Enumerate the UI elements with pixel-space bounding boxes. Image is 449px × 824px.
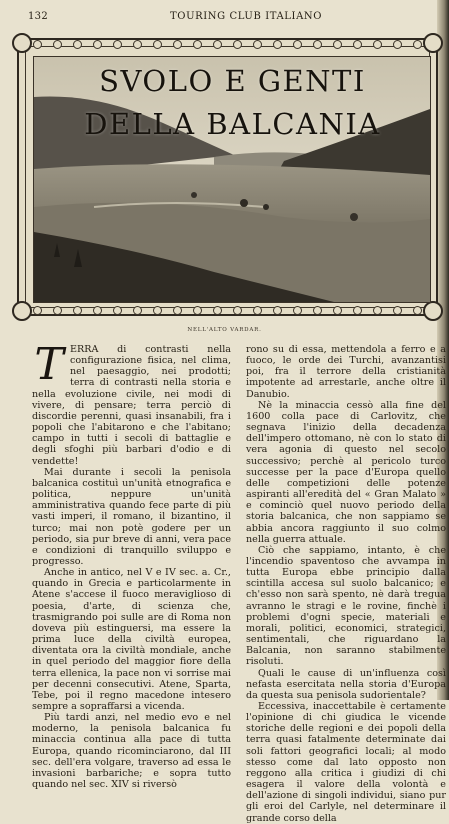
frame-ornaments-bottom (33, 305, 422, 315)
frame-corner-ornament (12, 33, 32, 53)
paragraph: Quali le cause di un'influenza così nefasta esercitata nella storia d'Europa da questa sua penisola sudorientale? (246, 667, 446, 701)
running-head: TOURING CLUB ITALIANO (170, 11, 323, 22)
paragraph: Più tardi anzi, nel medio evo e nel moderno, la penisola balcanica fu minaccia continua alla pace di tutta Europa, quando ricominciarono, dal III sec. dell'era volgare, traverso ad essa le invasioni barbariche; e sopra tutto quando nel sec. XIV si riversò (32, 712, 231, 791)
frame-corner-ornament (12, 301, 32, 321)
page-number: 132 (28, 11, 48, 22)
photo-caption: NELL'ALTO VARDAR. (187, 327, 262, 333)
paragraph: Anche in antico, nel V e IV sec. a. Cr., quando in Grecia e particolarmente in Atene s'accese il fuoco meraviglioso di poesia, d'arte, di scienza che, trasmigrando poi sulle are di Roma non doveva più estinguersi, ma essere la prima luce della civiltà europea, diventata ora la civiltà mondiale, anche in quel periodo del maggior fiore della terra ellenica, la pace non vi sorrise mai per decenni consecutivi. Atene, Sparta, Tebe, poi il regno macedone intesero sempre a sopraffarsi a vicenda. (32, 567, 231, 712)
paragraph: Ciò che sappiamo, intanto, è che l'incendio spaventoso che avvampa in tutta Europa ebbe principio dalla scintilla accesa sul suolo balcanico; e ch'esso non sarà spento, nè darà tregua avranno le stragi e le rovine, finchè i problemi d'ogni specie, materiali e morali, politici, economici, strategici, sentimentali, che riguardano la Balcania, non saranno stabilmente risoluti. (246, 544, 446, 668)
frame-ornaments-top (33, 39, 422, 49)
paragraph: ERRA di contrasti nella configurazione fisica, nel clima, nel paesaggio, nei prodotti; terra di contrasti nella storia e nella evoluzione civile, nei modi di vivere, di pensare; terra perciò di discordie perenni, quasi insanabili, fra i popoli che l'abitarono e che l'abitano; campo in tutti i secoli di battaglie e degli sfoghi più barbari d'odio e di vendette! (32, 344, 231, 467)
paragraph: Eccessiva, inaccettabile è certamente l'opinione di chi giudica le vicende storiche delle regioni e dei popoli della terra quasi fatalmente determinate dai soli fattori geografici locali; al modo stesso come dal lato opposto non reggono alla critica i giudizi di chi esagera il valore della volontà e dell'azione di singoli individui, siano pur gli eroi del Carlyle, nel determinare il grande corso della (246, 701, 446, 824)
text-column-right (246, 344, 446, 824)
article-title: SVOLO E GENTI DELLA BALCANIA (84, 64, 381, 141)
frame-corner-ornament (423, 33, 443, 53)
paragraph: Mai durante i secoli la penisola balcanica costituì un'unità etnografica e politica, neppure un'unità amministrativa quando fece parte di più vasti imperi, il romano, il bizantino, il turco; mai non potè godere per un periodo, sia pur breve di anni, vera pace e condizioni di tranquillo sviluppo e progresso. (32, 466, 231, 567)
paragraph: Nè la minaccia cessò alla fine del 1600 colla pace di Carlovitz, che segnava l'inizio della decadenza dell'impero ottomano, nè con lo stato di vera agonia di questo nel secolo successivo; perchè al pericolo turco successe per la pace d'Europa quello delle competizioni delle potenze aspiranti all'eredità del « Gran Malato » e cominciò quel nuovo periodo della storia balcanica, che non sappiamo se abbia ancora raggiunto il suo colmo nella guerra attuale. (246, 399, 446, 545)
paragraph: rono su di essa, mettendola a ferro e a fuoco, le orde dei Turchi, avanzantisi poi, fra il terrore della cristianità impotente ad arrestarle, anche oltre il Danubio. (246, 344, 446, 400)
drop-cap: T (34, 339, 64, 390)
frame-corner-ornament (423, 301, 443, 321)
text-column-left (32, 339, 231, 791)
